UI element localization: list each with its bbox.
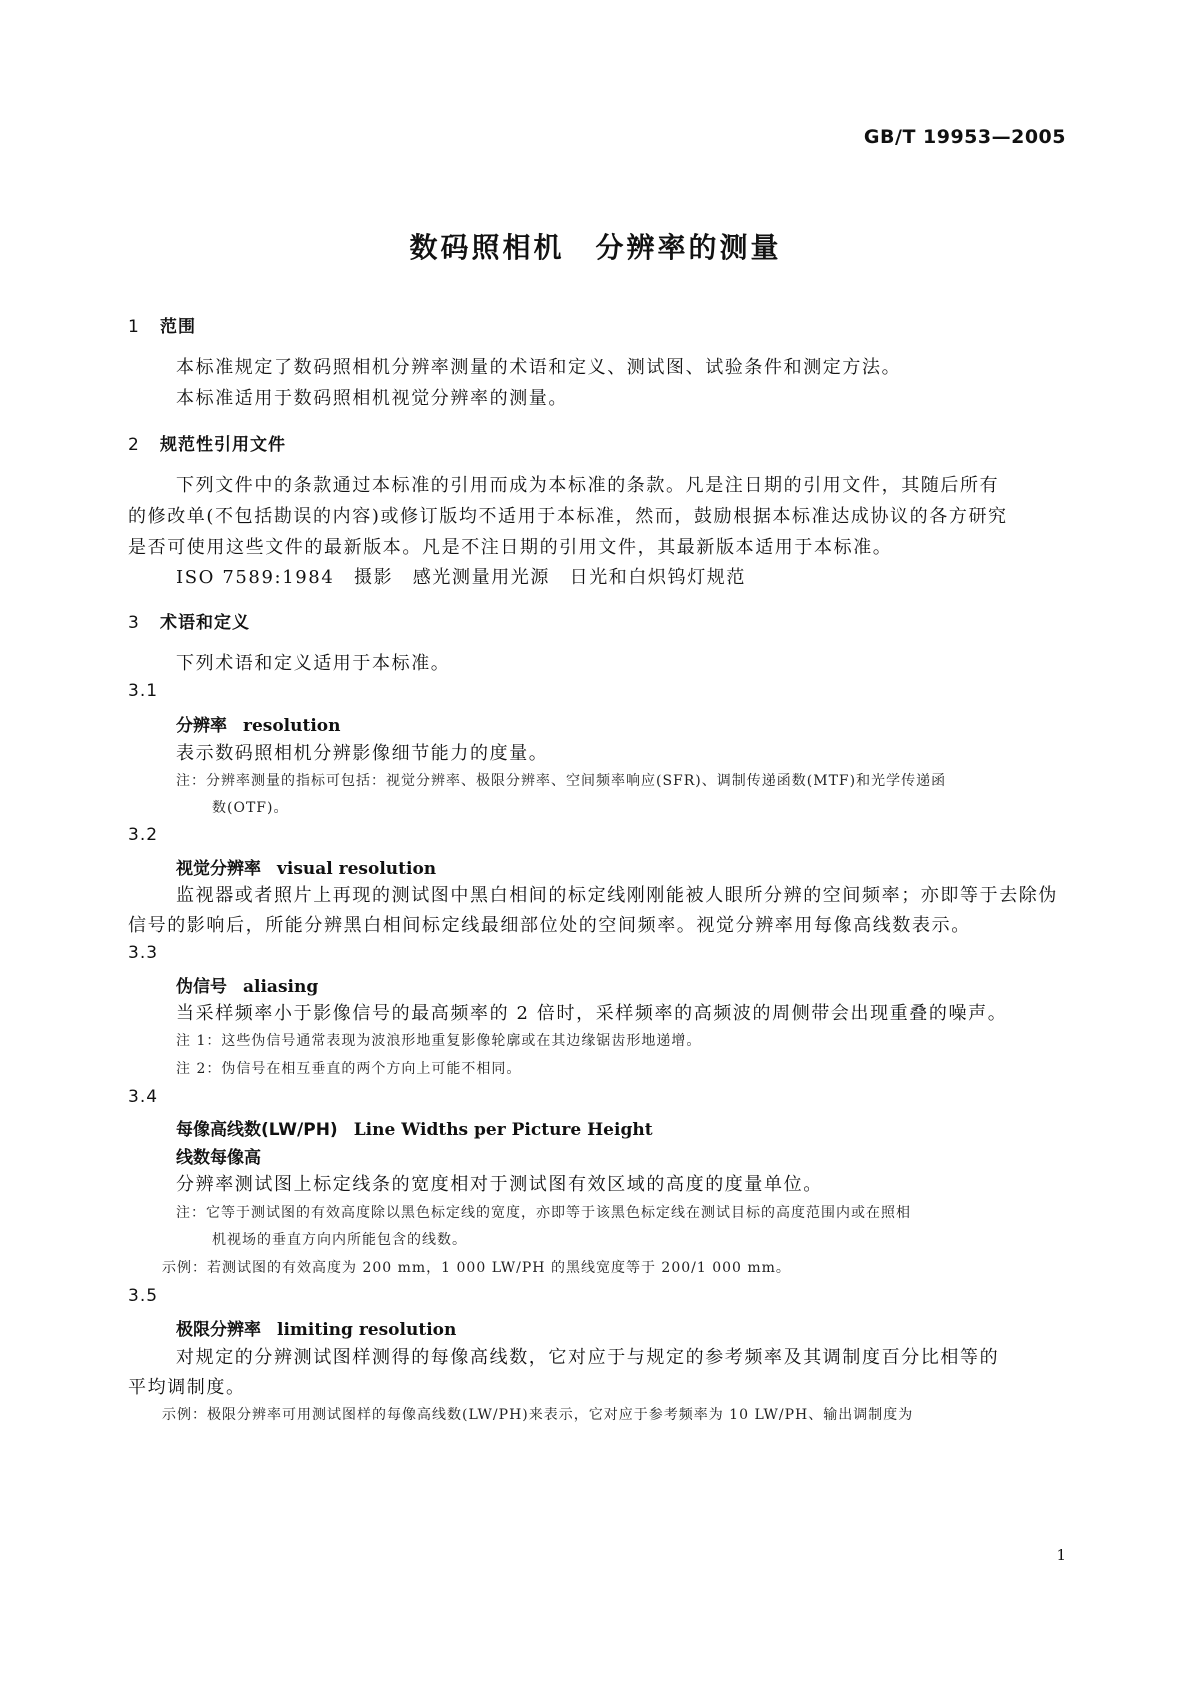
definition: 当采样频率小于影像信号的最高频率的 2 倍时，采样频率的高频波的周侧带会出现重叠的噪声。: [176, 1003, 1008, 1024]
note-continuation: 数(OTF)。: [212, 800, 289, 816]
section-1-heading: [128, 312, 196, 337]
term-zh: 每像高线数(LW/PH): [176, 1120, 338, 1140]
definition: 分辨率测试图上标定线条的宽度相对于测试图有效区域的高度的度量单位。: [176, 1174, 823, 1195]
section-title: 范围: [160, 317, 196, 337]
normative-reference: ISO 7589:1984 摄影 感光测量用光源 日光和白炽钨灯规范: [176, 567, 746, 588]
term-en: aliasing: [243, 977, 319, 997]
definition-line: 信号的影响后，所能分辨黑白相间标定线最细部位处的空间频率。视觉分辨率用每像高线数表示。: [128, 915, 971, 936]
note-continuation: 机视场的垂直方向内所能包含的线数。: [212, 1232, 467, 1248]
paragraph: 本标准适用于数码照相机视觉分辨率的测量。: [176, 388, 568, 409]
note: 注：它等于测试图的有效高度除以黑色标定线的宽度，亦即等于该黑色标定线在测试目标的高度范围内或在照相: [176, 1205, 911, 1221]
paragraph-line: 的修改单(不包括勘误的内容)或修订版均不适用于本标准，然而，鼓励根据本标准达成协议的各方研究: [128, 506, 1008, 527]
section-number: 3: [128, 613, 140, 633]
term-heading: [176, 1315, 456, 1340]
term-alternative: 线数每像高: [176, 1148, 261, 1168]
term-heading: [176, 972, 318, 997]
term-zh: 视觉分辨率: [176, 859, 261, 879]
clause-number: 3.1: [128, 681, 159, 701]
document-title: 数码照相机 分辨率的测量: [409, 231, 782, 264]
section-number: 2: [128, 435, 140, 455]
note: 注 2：伪信号在相互垂直的两个方向上可能不相同。: [176, 1061, 522, 1077]
definition: 对规定的分辨测试图样测得的每像高线数，它对应于与规定的参考频率及其调制度百分比相等的: [176, 1347, 1000, 1368]
paragraph: 本标准规定了数码照相机分辨率测量的术语和定义、测试图、试验条件和测定方法。: [176, 357, 902, 378]
term-zh: 伪信号: [176, 977, 227, 997]
section-2-heading: [128, 430, 286, 455]
section-number: 1: [128, 317, 140, 337]
paragraph: 下列术语和定义适用于本标准。: [176, 653, 451, 674]
term-zh: 极限分辨率: [176, 1320, 261, 1340]
definition: 表示数码照相机分辨影像细节能力的度量。: [176, 743, 549, 764]
note: 注 1：这些伪信号通常表现为波浪形地重复影像轮廓或在其边缘锯齿形地递增。: [176, 1033, 702, 1049]
term-en: limiting resolution: [277, 1320, 457, 1340]
term-heading: [176, 711, 341, 736]
paragraph-line: 是否可使用这些文件的最新版本。凡是不注日期的引用文件，其最新版本适用于本标准。: [128, 537, 893, 558]
section-title: 规范性引用文件: [160, 435, 286, 455]
clause-number: 3.5: [128, 1286, 159, 1306]
clause-number: 3.3: [128, 943, 159, 963]
term-heading: [176, 854, 436, 879]
note: 注：分辨率测量的指标可包括：视觉分辨率、极限分辨率、空间频率响应(SFR)、调制传递函数(MTF)和光学传递函: [176, 773, 947, 789]
term-heading: [176, 1115, 653, 1140]
page-number: 1: [1056, 1546, 1066, 1564]
section-title: 术语和定义: [160, 613, 250, 633]
term-en: resolution: [243, 716, 341, 736]
example: 示例：若测试图的有效高度为 200 mm，1 000 LW/PH 的黑线宽度等于 200/1 000 mm。: [162, 1260, 791, 1276]
definition: 监视器或者照片上再现的测试图中黑白相间的标定线刚刚能被人眼所分辨的空间频率；亦即等于去除伪: [176, 885, 1058, 906]
term-zh: 分辨率: [176, 716, 227, 736]
term-en: Line Widths per Picture Height: [353, 1120, 653, 1140]
clause-number: 3.2: [128, 825, 159, 845]
definition-line: 平均调制度。: [128, 1377, 246, 1398]
term-en: visual resolution: [277, 859, 437, 879]
standard-number: GB/T 19953—2005: [863, 126, 1066, 148]
example: 示例：极限分辨率可用测试图样的每像高线数(LW/PH)来表示，它对应于参考频率为 10 LW/PH、输出调制度为: [162, 1407, 914, 1423]
paragraph: 下列文件中的条款通过本标准的引用而成为本标准的条款。凡是注日期的引用文件，其随后所有: [176, 475, 1000, 496]
section-3-heading: [128, 608, 250, 633]
clause-number: 3.4: [128, 1087, 159, 1107]
